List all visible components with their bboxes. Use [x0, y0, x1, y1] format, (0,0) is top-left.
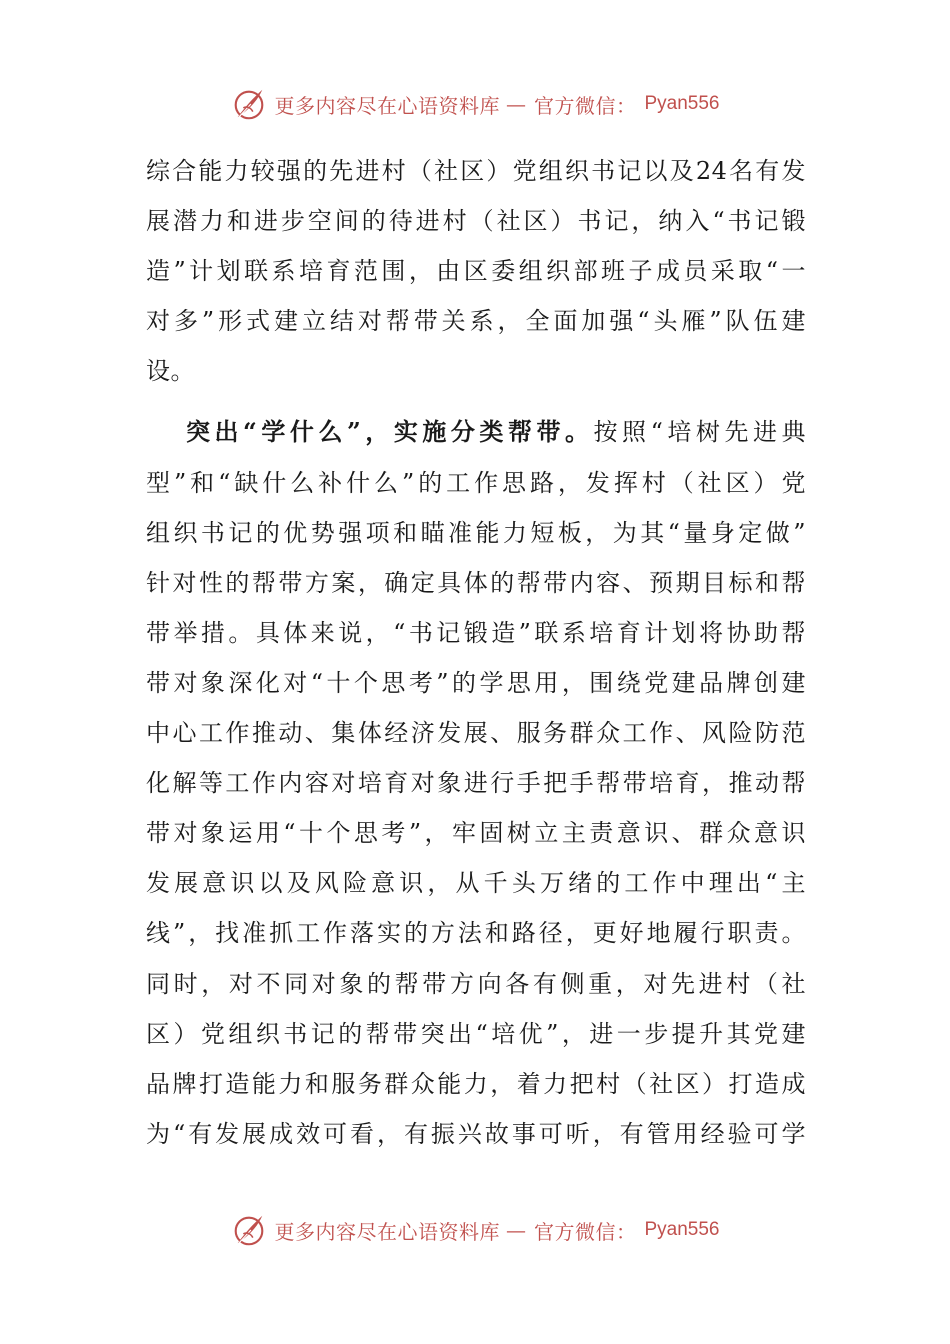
- text-line: 造”计划联系培育范围，由区委组织部班子成员采取“一: [146, 257, 806, 286]
- watermark-main-text: 更多内容尽在心语资料库: [274, 1219, 500, 1244]
- text-line: 对多”形式建立结对帮带关系，全面加强“头雁”队伍建: [146, 307, 806, 336]
- watermark-wechat-id: Pyan556: [644, 1219, 720, 1240]
- header-watermark: [0, 82, 950, 126]
- text-line: 组织书记的优势强项和瞄准能力短板，为其“量身定做”: [146, 518, 806, 547]
- text-line: 带对象深化对“十个思考”的学思用，围绕党建品牌创建: [146, 668, 806, 697]
- document-body: [146, 146, 806, 1159]
- watermark-official-label: 官方微信：: [533, 93, 637, 118]
- text-line: 化解等工作内容对培育对象进行手把手帮带培育，推动帮: [146, 769, 806, 798]
- quill-logo-icon: [230, 1211, 268, 1249]
- text-line: 线”，找准抓工作落实的方法和路径，更好地履行职责。: [146, 919, 806, 948]
- text-line: 区）党组织书记的帮带突出“培优”，进一步提升其党建: [146, 1019, 806, 1048]
- watermark-wechat-id: Pyan556: [644, 93, 720, 114]
- paragraph-2: [146, 407, 806, 1158]
- text-line: 为“有发展成效可看，有振兴故事可听，有管用经验可学: [146, 1119, 806, 1148]
- footer-watermark: [0, 1208, 950, 1252]
- watermark-official-label: 官方微信：: [533, 1219, 637, 1244]
- text-line: 发展意识以及风险意识，从千头万绪的工作中理出“主: [146, 869, 806, 898]
- watermark-main-text: 更多内容尽在心语资料库: [274, 93, 500, 118]
- text-line: 型”和“缺什么补什么”的工作思路，发挥村（社区）党: [146, 468, 806, 497]
- text-line: 品牌打造能力和服务群众能力，着力把村（社区）打造成: [146, 1069, 806, 1098]
- text-line: 同时，对不同对象的帮带方向各有侧重，对先进村（社: [146, 969, 806, 998]
- paragraph-2-first-line: [146, 407, 806, 457]
- watermark-separator: —: [505, 92, 526, 116]
- text-line: 中心工作推动、集体经济发展、服务群众工作、风险防范: [146, 719, 806, 748]
- text-line: 设。: [146, 357, 195, 386]
- paragraph-heading: 突出“学什么”，实施分类帮带。: [186, 417, 594, 447]
- quill-logo-icon: [230, 85, 268, 123]
- text-line: 带举措。具体来说，“书记锻造”联系培育计划将协助帮: [146, 618, 806, 647]
- paragraph-2-first-line-rest: 按照“培树先进典: [593, 418, 806, 447]
- text-line: 带对象运用“十个思考”，牢固树立主责意识、群众意识: [146, 819, 806, 848]
- text-line: 展潜力和进步空间的待进村（社区）书记，纳入“书记锻: [146, 207, 806, 236]
- paragraph-1: [146, 146, 806, 396]
- watermark-separator: —: [505, 1218, 526, 1242]
- text-line: 针对性的帮带方案，确定具体的帮带内容、预期目标和帮: [146, 568, 806, 597]
- text-line: 综合能力较强的先进村（社区）党组织书记以及24名有发: [146, 157, 806, 185]
